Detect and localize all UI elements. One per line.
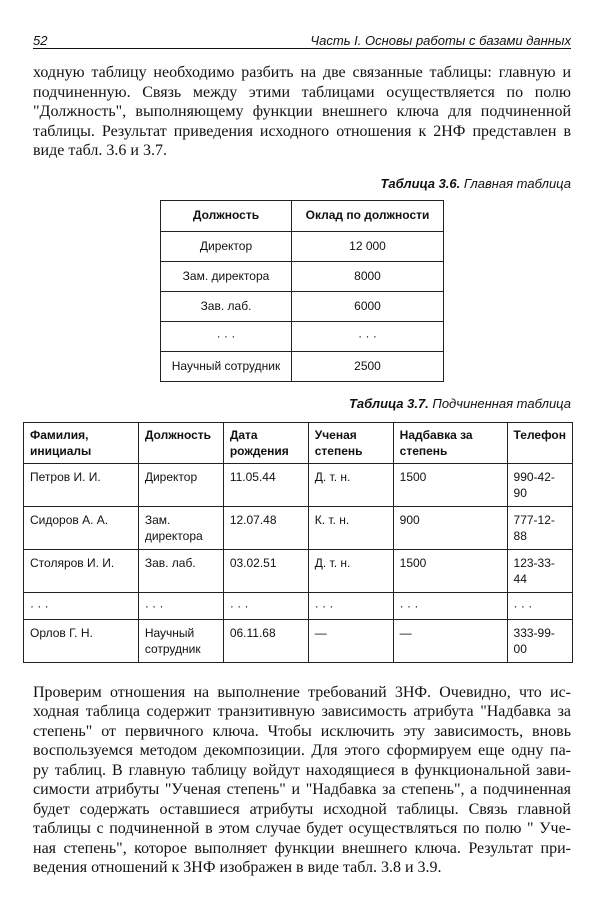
paragraph-intro <box>33 63 571 161</box>
cell: 1500 <box>393 463 507 506</box>
table-row <box>24 463 573 506</box>
text-line: "Должность", выполняющему функции внешнего ключа для подчиненной <box>33 103 571 120</box>
column-header: Должность <box>138 422 223 463</box>
cell: · · · <box>292 321 444 351</box>
cell: · · · <box>161 321 292 351</box>
cell: Зав. лаб. <box>161 291 292 321</box>
cell: 8000 <box>292 261 444 291</box>
cell: 12.07.48 <box>223 506 308 549</box>
cell: 12 000 <box>292 231 444 261</box>
text-line: степень" от первичного ключа. Чтобы исключить эту зависимость, вновь <box>33 722 571 740</box>
cell: · · · <box>507 592 572 619</box>
cell: 1500 <box>393 549 507 592</box>
cell: 777-12-88 <box>507 506 572 549</box>
text-line: ру таблиц. В главную таблицу войдут находящиеся в функциональной зави- <box>33 761 571 779</box>
cell: 03.02.51 <box>223 549 308 592</box>
text-line: ведения отношений к 3НФ изображен в виде табл. 3.8 и 3.9. <box>33 859 442 876</box>
text-line: подчиненную. Связь между этими таблицами осуществляется по полю <box>33 83 571 101</box>
cell: 2500 <box>292 351 444 381</box>
cell: Сидоров А. А. <box>24 506 139 549</box>
cell: · · · <box>308 592 393 619</box>
table-row <box>24 549 573 592</box>
table-row <box>24 506 573 549</box>
caption-title: Главная таблица <box>463 175 571 191</box>
running-title: Часть I. Основы работы с базами данных <box>310 33 571 48</box>
table-row <box>161 261 444 291</box>
table-header-row <box>161 200 444 231</box>
column-header: Фамилия, инициалы <box>24 422 139 463</box>
cell: Столяров И. И. <box>24 549 139 592</box>
cell: 123-33-44 <box>507 549 572 592</box>
cell: — <box>308 619 393 662</box>
cell: Петров И. И. <box>24 463 139 506</box>
cell: 333-99-00 <box>507 619 572 662</box>
cell: Д. т. н. <box>308 463 393 506</box>
text-line: виде табл. 3.6 и 3.7. <box>33 142 167 159</box>
text-line: таблицы. Результат приведения исходного отношения к 2НФ представлен в <box>33 122 571 140</box>
cell: Д. т. н. <box>308 549 393 592</box>
column-header: Надбавка за степень <box>393 422 507 463</box>
text-line: воспользуемся методом декомпозиции. Для этого сформируем еще одну па- <box>33 742 571 759</box>
table-3-7-caption <box>33 396 571 412</box>
cell: 990-42-90 <box>507 463 572 506</box>
cell: · · · <box>393 592 507 619</box>
cell: Научный сотрудник <box>161 351 292 381</box>
table-3-6 <box>160 200 444 382</box>
table-row <box>161 231 444 261</box>
caption-number: Таблица 3.6. <box>380 175 461 191</box>
table-3-7 <box>23 422 573 663</box>
cell: 06.11.68 <box>223 619 308 662</box>
caption-title: Подчиненная таблица <box>432 395 571 411</box>
text-line: ходную таблицу необходимо разбить на две связанные таблицы: главную и <box>33 64 571 81</box>
running-header <box>33 33 571 49</box>
cell: Зав. лаб. <box>138 549 223 592</box>
text-line: Проверим отношения на выполнение требований 3НФ. Очевидно, что ис- <box>33 683 571 701</box>
table-row <box>161 291 444 321</box>
table-3-6-caption <box>33 176 571 192</box>
column-header: Оклад по должности <box>292 200 444 231</box>
table-row <box>161 351 444 381</box>
column-header: Должность <box>161 200 292 231</box>
cell: К. т. н. <box>308 506 393 549</box>
cell: Научный сотрудник <box>138 619 223 662</box>
paragraph-3nf <box>33 683 571 878</box>
cell: Орлов Г. Н. <box>24 619 139 662</box>
cell: Зам. директора <box>138 506 223 549</box>
cell: Директор <box>161 231 292 261</box>
cell: 11.05.44 <box>223 463 308 506</box>
text-line: будет содержать оставшиеся атрибуты исходной таблицы. Связь главной <box>33 800 571 818</box>
table-row <box>161 321 444 351</box>
column-header: Дата рождения <box>223 422 308 463</box>
text-line: таблицы с подчиненной в этом случае будет осуществляться по полю " Уче- <box>33 820 571 837</box>
caption-number: Таблица 3.7. <box>348 395 429 411</box>
cell: 900 <box>393 506 507 549</box>
text-line: ная степень", которое выполняет функции внешнего ключа. Результат при- <box>33 839 571 857</box>
cell: Директор <box>138 463 223 506</box>
cell: · · · <box>24 592 139 619</box>
column-header: Телефон <box>507 422 572 463</box>
text-line: симости атрибуты "Ученая степень" и "Надбавка за степень", а подчиненная <box>33 781 571 798</box>
table-header-row <box>24 422 573 463</box>
cell: · · · <box>138 592 223 619</box>
cell: — <box>393 619 507 662</box>
text-line: ходная таблица содержит транзитивную зависимость атрибута "Надбавка за <box>33 703 571 720</box>
cell: 6000 <box>292 291 444 321</box>
page-number: 52 <box>33 33 48 48</box>
column-header: Ученая степень <box>308 422 393 463</box>
cell: · · · <box>223 592 308 619</box>
table-row <box>24 592 573 619</box>
table-row <box>24 619 573 662</box>
cell: Зам. директора <box>161 261 292 291</box>
